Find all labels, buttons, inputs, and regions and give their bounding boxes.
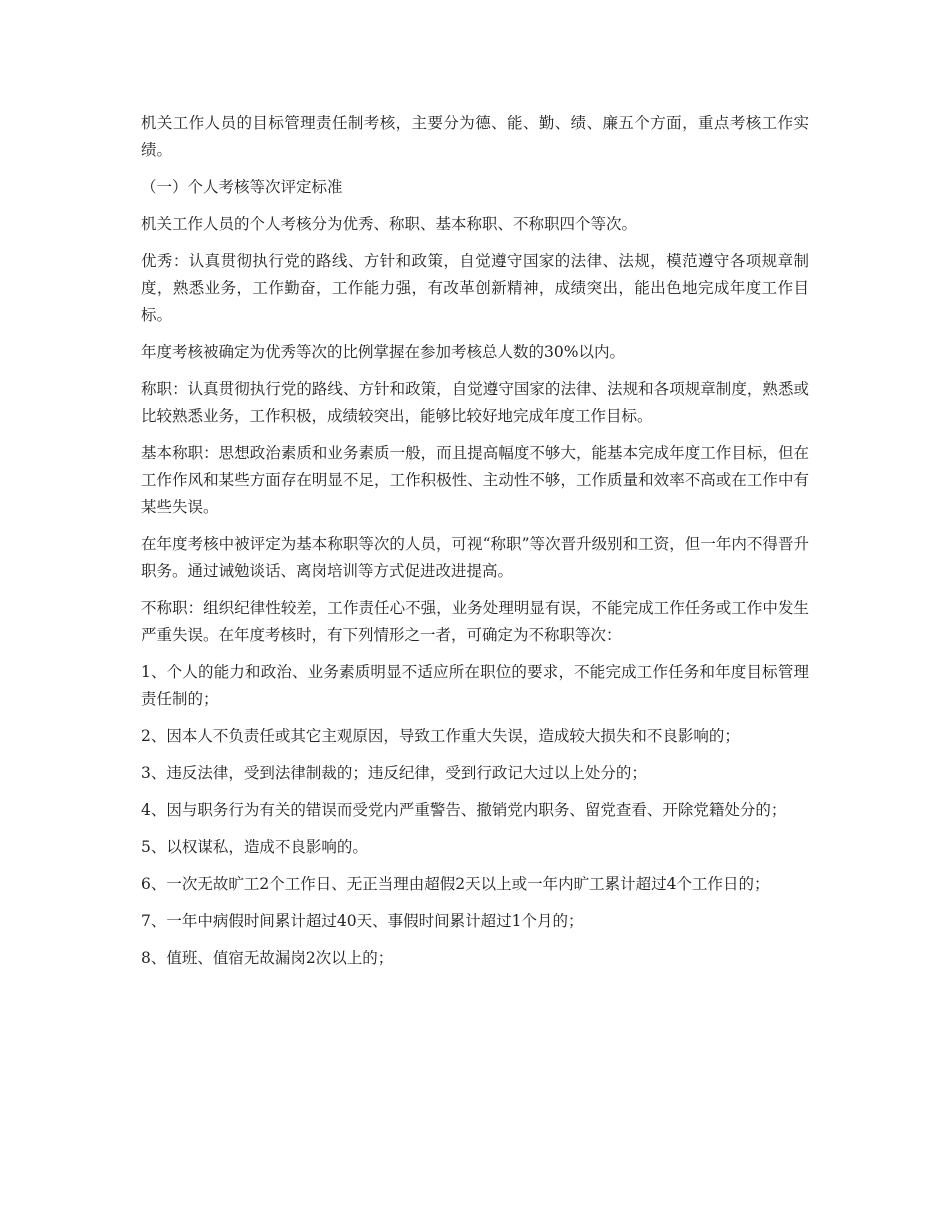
document-body	[141, 110, 809, 982]
list-item: 3、违反法律，受到法律制裁的；违反纪律，受到行政记大过以上处分的；	[141, 764, 647, 782]
competent-paragraph: 称职：认真贯彻执行党的路线、方针和政策，自觉遵守国家的法律、法规和各项规章制度，熟悉或比较熟悉业务，工作积极，成绩较突出，能够比较好地完成年度工作目标。	[141, 380, 809, 425]
intro-paragraph: 机关工作人员的目标管理责任制考核，主要分为德、能、勤、绩、廉五个方面，重点考核工作实绩。	[141, 114, 809, 159]
basic-competent-paragraph: 基本称职：思想政治素质和业务素质一般，而且提高幅度不够大，能基本完成年度工作目标，但在工作作风和某些方面存在明显不足，工作积极性、主动性不够，工作质量和效率不高或在工作中有某些失误。	[141, 444, 809, 516]
list-item: 8、值班、值宿无故漏岗2次以上的；	[141, 949, 394, 967]
list-item: 5、以权谋私，造成不良影响的。	[141, 838, 368, 856]
list-item: 4、因与职务行为有关的错误而受党内严重警告、撤销党内职务、留党查看、开除党籍处分的；	[141, 801, 787, 819]
list-item: 2、因本人不负责任或其它主观原因，导致工作重大失误，造成较大损失和不良影响的；	[141, 727, 740, 745]
grades-paragraph: 机关工作人员的个人考核分为优秀、称职、基本称职、不称职四个等次。	[141, 215, 638, 233]
excellent-paragraph: 优秀：认真贯彻执行党的路线、方针和政策，自觉遵守国家的法律、法规，模范遵守各项规章制度，熟悉业务，工作勤奋，工作能力强，有改革创新精神，成绩突出，能出色地完成年度工作目标。	[141, 252, 809, 324]
incompetent-paragraph: 不称职：组织纪律性较差，工作责任心不强，业务处理明显有误，不能完成工作任务或工作中发生严重失误。在年度考核时，有下列情形之一者，可确定为不称职等次：	[141, 599, 809, 644]
excellent-ratio-paragraph: 年度考核被确定为优秀等次的比例掌握在参加考核总人数的30%以内。	[141, 343, 625, 361]
list-item: 6、一次无故旷工2个工作日、无正当理由超假2天以上或一年内旷工累计超过4个工作日的；	[141, 875, 770, 893]
basic-competent-note-paragraph: 在年度考核中被评定为基本称职等次的人员，可视“称职”等次晋升级别和工资，但一年内不得晋升职务。通过诫勉谈话、离岗培训等方式促进改进提高。	[141, 535, 809, 580]
list-item: 1、个人的能力和政治、业务素质明显不适应所在职位的要求，不能完成工作任务和年度目标管理责任制的；	[141, 663, 809, 708]
list-item: 7、一年中病假时间累计超过40天、事假时间累计超过1个月的；	[141, 912, 584, 930]
section-heading: （一）个人考核等次评定标准	[141, 178, 343, 196]
